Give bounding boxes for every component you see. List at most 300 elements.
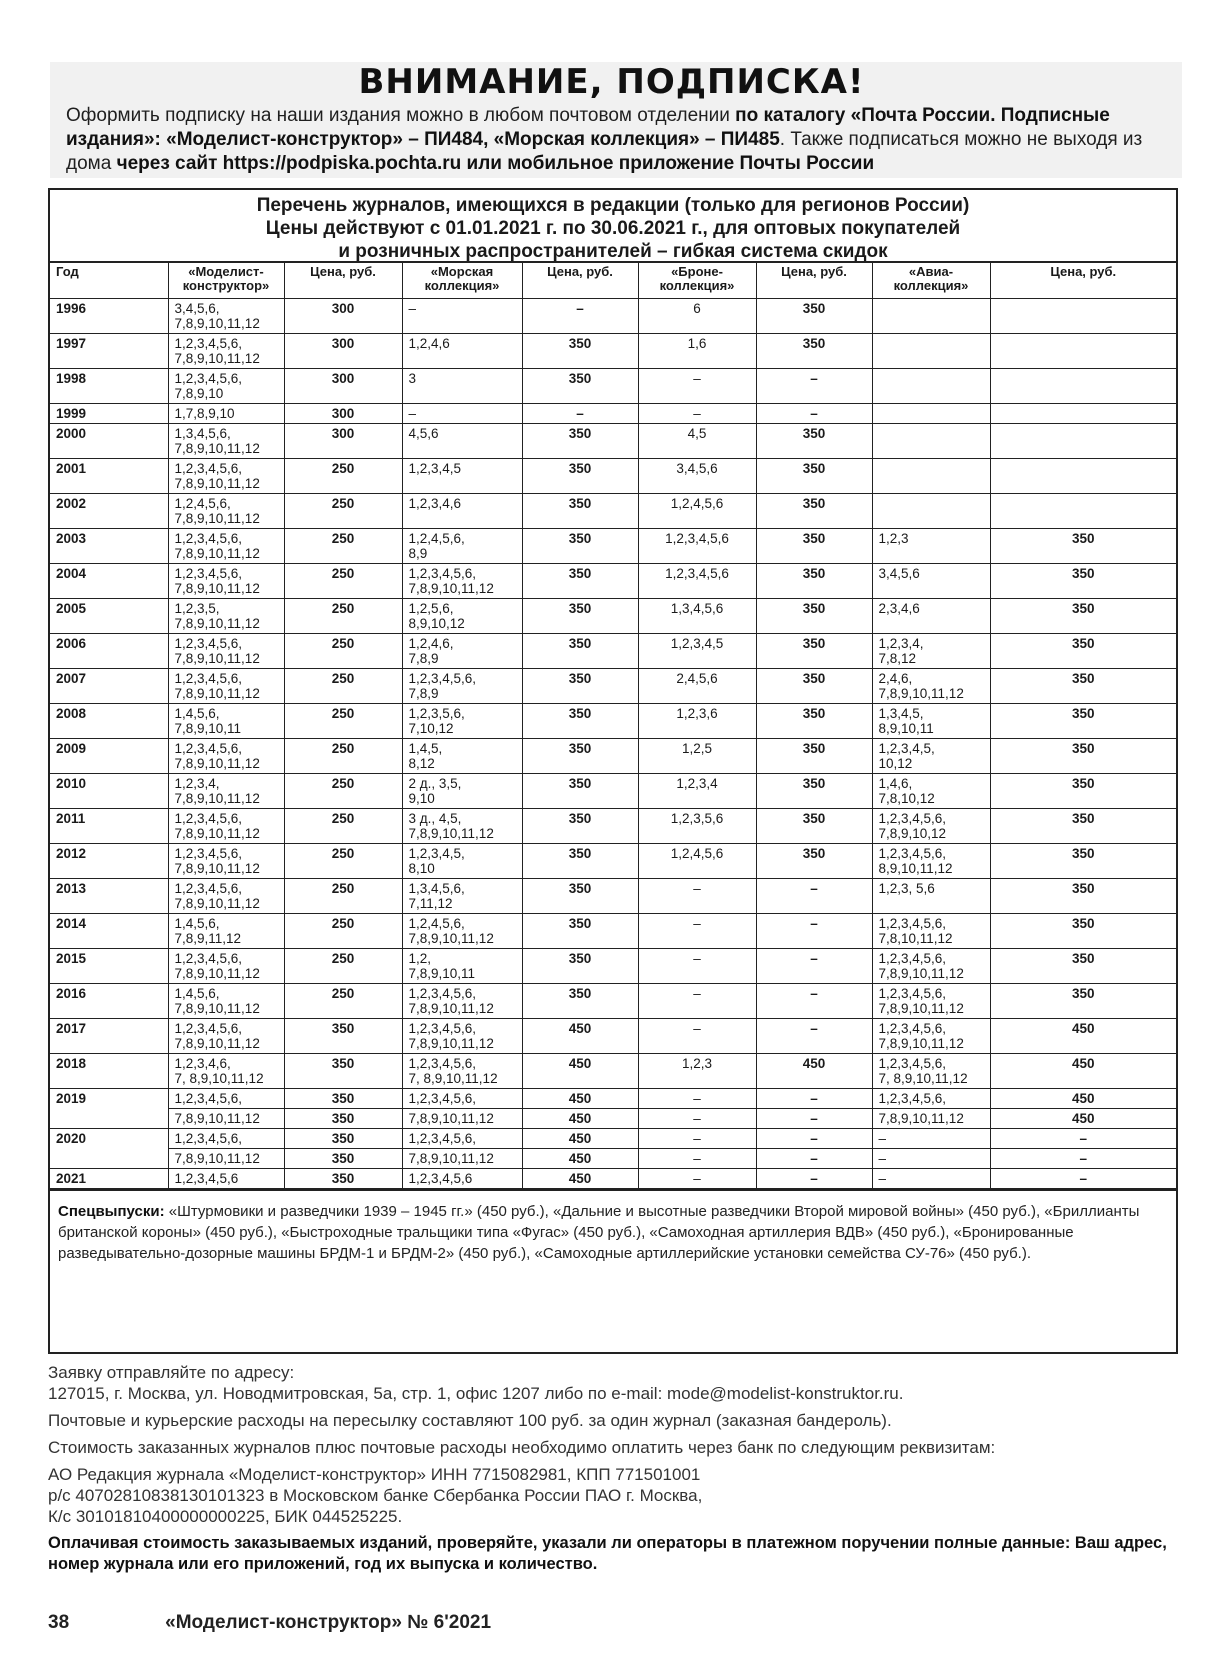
table-row xyxy=(50,1129,1176,1149)
mk-cell: 1,2,4,5,6, 7,8,9,10,11,12 xyxy=(168,494,284,529)
year-cell: 2006 xyxy=(50,634,168,669)
mk-cell: 1,2,3,4,5,6, 7,8,9,10,11,12 xyxy=(168,739,284,774)
mk-cell: 1,2,3,4,5,6, 7,8,9,10 xyxy=(168,369,284,404)
av-cell: 1,2,3,4,5,6, 7,8,9,10,11,12 xyxy=(872,949,990,984)
year-cell: 2019 xyxy=(50,1089,168,1129)
av-price-cell: 450 xyxy=(990,1109,1176,1129)
year-cell: 2009 xyxy=(50,739,168,774)
bank-bik: К/с 30101810400000000225, БИК 044525225. xyxy=(48,1507,403,1526)
mk-cell: 7,8,9,10,11,12 xyxy=(168,1109,284,1129)
av-cell xyxy=(872,334,990,369)
av-price-cell: 350 xyxy=(990,949,1176,984)
br-price-cell: – xyxy=(756,1169,872,1189)
br-price-cell: 350 xyxy=(756,459,872,494)
intro-text-2: . Также подписаться можно не выходя из дома xyxy=(66,129,1143,174)
br-price-cell: 350 xyxy=(756,669,872,704)
mk-price-cell: 250 xyxy=(284,844,402,879)
mor-cell: 1,2,3,4,5,6, xyxy=(402,1129,522,1149)
av-price-cell xyxy=(990,299,1176,334)
av-price-cell: 350 xyxy=(990,844,1176,879)
mk-cell: 1,2,3,4,5,6, 7,8,9,10,11,12 xyxy=(168,879,284,914)
av-price-cell: 450 xyxy=(990,1054,1176,1089)
mk-price-cell: 350 xyxy=(284,1089,402,1109)
year-cell: 2007 xyxy=(50,669,168,704)
br-price-cell: – xyxy=(756,949,872,984)
mk-price-cell: 350 xyxy=(284,1129,402,1149)
br-price-cell: 350 xyxy=(756,844,872,879)
year-cell: 2018 xyxy=(50,1054,168,1089)
mk-cell: 1,2,3,4,5,6, 7,8,9,10,11,12 xyxy=(168,809,284,844)
mk-cell: 1,4,5,6, 7,8,9,10,11 xyxy=(168,704,284,739)
av-price-cell xyxy=(990,404,1176,424)
av-cell: – xyxy=(872,1169,990,1189)
year-cell: 2015 xyxy=(50,949,168,984)
table-row xyxy=(50,844,1176,879)
table-row xyxy=(50,1169,1176,1189)
mor-cell: 1,2,3,4,5,6, 7, 8,9,10,11,12 xyxy=(402,1054,522,1089)
year-cell: 2001 xyxy=(50,459,168,494)
av-cell: – xyxy=(872,1149,990,1169)
br-price-cell: 350 xyxy=(756,529,872,564)
av-price-cell xyxy=(990,494,1176,529)
av-cell xyxy=(872,404,990,424)
mk-price-cell: 250 xyxy=(284,914,402,949)
table-row xyxy=(50,424,1176,459)
table-row xyxy=(50,1109,1176,1129)
av-cell xyxy=(872,424,990,459)
payment-note: Стоимость заказанных журналов плюс почтовые расходы необходимо оплатить через банк по следующим реквизитам: xyxy=(48,1438,996,1457)
mk-price-cell: 350 xyxy=(284,1169,402,1189)
mor-price-cell: 350 xyxy=(522,494,638,529)
av-price-cell: 350 xyxy=(990,984,1176,1019)
mor-price-cell: 350 xyxy=(522,809,638,844)
mor-cell: 7,8,9,10,11,12 xyxy=(402,1149,522,1169)
table-row xyxy=(50,914,1176,949)
br-cell: 1,6 xyxy=(638,334,756,369)
bank-account: р/с 40702810838130101323 в Московском банке Сбербанка России ПАО г. Москва, xyxy=(48,1486,703,1505)
av-price-cell: 450 xyxy=(990,1019,1176,1054)
year-cell: 2013 xyxy=(50,879,168,914)
br-cell: 1,2,5 xyxy=(638,739,756,774)
mk-price-cell: 350 xyxy=(284,1109,402,1129)
mk-cell: 1,2,3,4,5,6, 7,8,9,10,11,12 xyxy=(168,1019,284,1054)
mk-price-cell: 250 xyxy=(284,739,402,774)
mk-cell: 1,3,4,5,6, 7,8,9,10,11,12 xyxy=(168,424,284,459)
av-price-cell: – xyxy=(990,1129,1176,1149)
mor-price-cell: 450 xyxy=(522,1019,638,1054)
mor-cell: 1,2,3,4,5,6, 7,8,9,10,11,12 xyxy=(402,564,522,599)
br-cell: 1,2,3,6 xyxy=(638,704,756,739)
mor-cell: 7,8,9,10,11,12 xyxy=(402,1109,522,1129)
av-price-cell: 350 xyxy=(990,529,1176,564)
mor-price-cell: 450 xyxy=(522,1129,638,1149)
av-price-cell: 350 xyxy=(990,774,1176,809)
mk-price-cell: 250 xyxy=(284,949,402,984)
mk-cell: 1,2,3,4,5,6, 7,8,9,10,11,12 xyxy=(168,634,284,669)
mor-cell: 3 xyxy=(402,369,522,404)
br-cell: – xyxy=(638,1129,756,1149)
mk-cell: 1,7,8,9,10 xyxy=(168,404,284,424)
br-cell: 1,2,4,5,6 xyxy=(638,844,756,879)
br-price-cell: – xyxy=(756,369,872,404)
av-price-cell: 350 xyxy=(990,914,1176,949)
mor-cell: 1,2,3,4,5,6, 7,8,9,10,11,12 xyxy=(402,1019,522,1054)
column-header: Год xyxy=(50,263,168,299)
mk-price-cell: 250 xyxy=(284,774,402,809)
column-header: Цена, руб. xyxy=(990,263,1176,299)
br-cell: 4,5 xyxy=(638,424,756,459)
mk-cell: 1,2,3,4,5,6, 7,8,9,10,11,12 xyxy=(168,529,284,564)
br-cell: 1,2,3,4,5,6 xyxy=(638,564,756,599)
table-row xyxy=(50,599,1176,634)
mk-price-cell: 350 xyxy=(284,1019,402,1054)
mor-price-cell: 350 xyxy=(522,334,638,369)
av-price-cell: 350 xyxy=(990,739,1176,774)
mor-price-cell: 350 xyxy=(522,529,638,564)
mor-price-cell: 350 xyxy=(522,949,638,984)
av-cell: 1,2,3,4,5,6, 7,8,9,10,11,12 xyxy=(872,1019,990,1054)
table-row xyxy=(50,739,1176,774)
av-price-cell: – xyxy=(990,1169,1176,1189)
br-cell: – xyxy=(638,1149,756,1169)
br-price-cell: 350 xyxy=(756,599,872,634)
mk-price-cell: 300 xyxy=(284,424,402,459)
br-price-cell: 350 xyxy=(756,809,872,844)
mor-price-cell: 350 xyxy=(522,634,638,669)
br-cell: 1,2,3,4 xyxy=(638,774,756,809)
av-price-cell xyxy=(990,459,1176,494)
column-header: «Броне-коллекция» xyxy=(638,263,756,299)
br-price-cell: 350 xyxy=(756,424,872,459)
br-price-cell: 350 xyxy=(756,564,872,599)
mor-price-cell: 350 xyxy=(522,669,638,704)
mor-cell: 1,2,3,4,5,6 xyxy=(402,1169,522,1189)
br-cell: – xyxy=(638,1089,756,1109)
table-row xyxy=(50,334,1176,369)
table-row xyxy=(50,299,1176,334)
year-cell: 2011 xyxy=(50,809,168,844)
mk-price-cell: 250 xyxy=(284,809,402,844)
intro-catalog: по каталогу «Почта России. Подписные издания»: «Моделист-конструктор» – ПИ484, «Морская коллекция» – ПИ485 xyxy=(66,105,1110,150)
av-cell: 3,4,5,6 xyxy=(872,564,990,599)
subscription-intro xyxy=(66,104,1176,176)
table-row xyxy=(50,634,1176,669)
table-title-line: и розничных распространителей – гибкая система скидок xyxy=(338,241,888,262)
br-price-cell: 350 xyxy=(756,634,872,669)
year-cell: 2017 xyxy=(50,1019,168,1054)
br-price-cell: – xyxy=(756,404,872,424)
column-header: Цена, руб. xyxy=(756,263,872,299)
br-price-cell: 350 xyxy=(756,334,872,369)
year-cell: 2000 xyxy=(50,424,168,459)
table-title-line: Цены действуют с 01.01.2021 г. по 30.06.2021 г., для оптовых покупателей xyxy=(265,218,961,239)
mor-cell: 1,2,3,4,6 xyxy=(402,494,522,529)
br-price-cell: 350 xyxy=(756,704,872,739)
mk-cell: 1,4,5,6, 7,8,9,11,12 xyxy=(168,914,284,949)
av-cell: 1,3,4,5, 8,9,10,11 xyxy=(872,704,990,739)
av-price-cell: 350 xyxy=(990,669,1176,704)
av-price-cell: – xyxy=(990,1149,1176,1169)
intro-text-1: Оформить подписку на наши издания можно в любом почтовом отделении xyxy=(66,105,736,126)
table-row xyxy=(50,529,1176,564)
br-price-cell: – xyxy=(756,984,872,1019)
av-price-cell: 350 xyxy=(990,809,1176,844)
mk-cell: 1,2,3,4,5,6, xyxy=(168,1129,284,1149)
mk-price-cell: 250 xyxy=(284,879,402,914)
br-price-cell: – xyxy=(756,914,872,949)
mor-price-cell: 350 xyxy=(522,914,638,949)
mor-cell: 1,3,4,5,6, 7,11,12 xyxy=(402,879,522,914)
mk-cell: 3,4,5,6, 7,8,9,10,11,12 xyxy=(168,299,284,334)
mor-cell: 1,2,3,4,5,6, 7,8,9,10,11,12 xyxy=(402,984,522,1019)
br-cell: – xyxy=(638,369,756,404)
br-cell: 1,2,3,5,6 xyxy=(638,809,756,844)
page-footer xyxy=(48,1612,587,1634)
br-cell: 6 xyxy=(638,299,756,334)
mor-cell: 2 д., 3,5, 9,10 xyxy=(402,774,522,809)
price-list-box xyxy=(48,188,1178,1354)
mor-cell: 1,2,4,6 xyxy=(402,334,522,369)
mor-price-cell: 350 xyxy=(522,774,638,809)
year-cell: 2020 xyxy=(50,1129,168,1169)
page-number: 38 xyxy=(48,1612,70,1633)
br-price-cell: – xyxy=(756,1019,872,1054)
br-price-cell: 350 xyxy=(756,739,872,774)
column-header: Цена, руб. xyxy=(522,263,638,299)
intro-website: через сайт https://podpiska.pochta.ru или мобильное приложение Почты России xyxy=(116,153,875,174)
mor-price-cell: 350 xyxy=(522,424,638,459)
year-cell: 2010 xyxy=(50,774,168,809)
mk-price-cell: 250 xyxy=(284,494,402,529)
av-price-cell: 350 xyxy=(990,879,1176,914)
mor-cell: 1,2,3,4,5,6, xyxy=(402,1089,522,1109)
mk-price-cell: 350 xyxy=(284,1054,402,1089)
mor-price-cell: 450 xyxy=(522,1054,638,1089)
mk-cell: 1,2,3,4,5,6, xyxy=(168,1089,284,1109)
av-cell: 1,2,3,4,5,6, 7,8,10,11,12 xyxy=(872,914,990,949)
av-cell xyxy=(872,369,990,404)
mor-cell: 1,2, 7,8,9,10,11 xyxy=(402,949,522,984)
av-cell: 1,2,3,4,5, 10,12 xyxy=(872,739,990,774)
shipping-cost: Почтовые и курьерские расходы на пересылку составляют 100 руб. за один журнал (заказная бандероль). xyxy=(48,1411,892,1430)
column-header: «Морская коллекция» xyxy=(402,263,522,299)
mk-price-cell: 250 xyxy=(284,669,402,704)
mor-cell: 1,2,4,6, 7,8,9 xyxy=(402,634,522,669)
mk-cell: 7,8,9,10,11,12 xyxy=(168,1149,284,1169)
mor-cell: 4,5,6 xyxy=(402,424,522,459)
br-price-cell: – xyxy=(756,1149,872,1169)
br-cell: 1,2,4,5,6 xyxy=(638,494,756,529)
br-price-cell: – xyxy=(756,1089,872,1109)
mor-cell: – xyxy=(402,404,522,424)
av-price-cell: 450 xyxy=(990,1089,1176,1109)
mor-price-cell: 450 xyxy=(522,1109,638,1129)
issues-table xyxy=(50,262,1176,1189)
mk-price-cell: 250 xyxy=(284,599,402,634)
payment-warning: Оплачивая стоимость заказываемых изданий, проверяйте, указали ли операторы в платежном поручении полные данные: Ваш адрес, номер журнала или его приложений, год их выпуска и количество. xyxy=(48,1534,1167,1573)
table-row xyxy=(50,984,1176,1019)
column-header: Цена, руб. xyxy=(284,263,402,299)
mor-cell: 1,2,4,5,6, 8,9 xyxy=(402,529,522,564)
mor-cell: 1,2,3,4,5 xyxy=(402,459,522,494)
mor-price-cell: 450 xyxy=(522,1149,638,1169)
table-row xyxy=(50,1054,1176,1089)
mk-price-cell: 250 xyxy=(284,984,402,1019)
br-price-cell: 350 xyxy=(756,774,872,809)
av-cell: 1,2,3 xyxy=(872,529,990,564)
table-row xyxy=(50,1089,1176,1109)
mk-cell: 1,4,5,6, 7,8,9,10,11,12 xyxy=(168,984,284,1019)
av-cell: 1,2,3, 5,6 xyxy=(872,879,990,914)
mor-price-cell: 350 xyxy=(522,459,638,494)
av-cell: 1,2,3,4,5,6, xyxy=(872,1089,990,1109)
mor-cell: 1,2,4,5,6, 7,8,9,10,11,12 xyxy=(402,914,522,949)
mk-cell: 1,2,3,4,5,6, 7,8,9,10,11,12 xyxy=(168,564,284,599)
table-title xyxy=(50,190,1176,262)
mk-price-cell: 300 xyxy=(284,334,402,369)
br-cell: – xyxy=(638,984,756,1019)
av-cell: 1,2,3,4,5,6, 7,8,9,10,12 xyxy=(872,809,990,844)
table-row xyxy=(50,704,1176,739)
br-cell: 1,2,3 xyxy=(638,1054,756,1089)
year-cell: 2008 xyxy=(50,704,168,739)
br-cell: 1,2,3,4,5 xyxy=(638,634,756,669)
mk-price-cell: 250 xyxy=(284,529,402,564)
av-cell: 1,2,3,4,5,6, 7,8,9,10,11,12 xyxy=(872,984,990,1019)
mor-price-cell: – xyxy=(522,404,638,424)
mor-price-cell: 350 xyxy=(522,704,638,739)
mk-cell: 1,2,3,4,5,6 xyxy=(168,1169,284,1189)
mk-cell: 1,2,3,4,5,6, 7,8,9,10,11,12 xyxy=(168,949,284,984)
av-cell xyxy=(872,459,990,494)
column-header: «Авиа-коллекция» xyxy=(872,263,990,299)
av-cell: 1,4,6, 7,8,10,12 xyxy=(872,774,990,809)
av-cell xyxy=(872,299,990,334)
table-row xyxy=(50,369,1176,404)
mk-cell: 1,2,3,4,5,6, 7,8,9,10,11,12 xyxy=(168,459,284,494)
table-row xyxy=(50,404,1176,424)
table-row xyxy=(50,809,1176,844)
table-row xyxy=(50,879,1176,914)
mk-price-cell: 250 xyxy=(284,634,402,669)
av-price-cell xyxy=(990,424,1176,459)
br-price-cell: 350 xyxy=(756,299,872,334)
br-cell: – xyxy=(638,1169,756,1189)
mor-cell: 1,2,3,5,6, 7,10,12 xyxy=(402,704,522,739)
table-row xyxy=(50,459,1176,494)
br-cell: – xyxy=(638,1019,756,1054)
column-header: «Моделист-конструктор» xyxy=(168,263,284,299)
br-cell: – xyxy=(638,949,756,984)
mk-cell: 1,2,3,4, 7,8,9,10,11,12 xyxy=(168,774,284,809)
mk-price-cell: 250 xyxy=(284,704,402,739)
mk-cell: 1,2,3,4,5,6, 7,8,9,10,11,12 xyxy=(168,334,284,369)
br-cell: – xyxy=(638,914,756,949)
av-cell: 2,4,6, 7,8,9,10,11,12 xyxy=(872,669,990,704)
av-cell: 1,2,3,4, 7,8,12 xyxy=(872,634,990,669)
table-row xyxy=(50,774,1176,809)
year-cell: 2004 xyxy=(50,564,168,599)
av-price-cell xyxy=(990,369,1176,404)
mor-price-cell: 350 xyxy=(522,984,638,1019)
year-cell: 1999 xyxy=(50,404,168,424)
br-cell: 3,4,5,6 xyxy=(638,459,756,494)
year-cell: 1996 xyxy=(50,299,168,334)
av-price-cell: 350 xyxy=(990,634,1176,669)
mor-cell: 1,2,3,4,5,6, 7,8,9 xyxy=(402,669,522,704)
br-price-cell: – xyxy=(756,1109,872,1129)
mk-cell: 1,2,3,4,5,6, 7,8,9,10,11,12 xyxy=(168,669,284,704)
address-label: Заявку отправляйте по адресу: xyxy=(48,1363,295,1382)
av-price-cell: 350 xyxy=(990,704,1176,739)
mor-price-cell: 350 xyxy=(522,564,638,599)
year-cell: 2016 xyxy=(50,984,168,1019)
br-price-cell: 350 xyxy=(756,494,872,529)
bank-details: АО Редакция журнала «Моделист-конструктор» ИНН 7715082981, КПП 771501001 xyxy=(48,1465,701,1484)
mk-price-cell: 300 xyxy=(284,299,402,334)
mor-price-cell: – xyxy=(522,299,638,334)
postal-address: 127015, г. Москва, ул. Новодмитровская, 5а, стр. 1, офис 1207 либо по e-mail: mode@modelist-konstruktor.ru. xyxy=(48,1384,904,1403)
mk-price-cell: 250 xyxy=(284,459,402,494)
special-issues-text: «Штурмовики и разведчики 1939 – 1945 гг.» (450 руб.), «Дальние и высотные разведчики Второй мировой войны» (450 руб.), «Бриллианты британской короны» (450 руб.), «Быстроходные тральщики типа «Фугас» (450 руб.), «Самоходная артиллерия ВДВ» (450 руб.), «Бронированные разведывательно-дозорные машины БРДМ-1 и БРДМ-2» (450 руб.), «Самоходные артиллерийские установки семейства СУ-76» (450 руб.). xyxy=(58,1203,1140,1262)
mor-price-cell: 350 xyxy=(522,369,638,404)
year-cell: 2012 xyxy=(50,844,168,879)
magazine-issue: «Моделист-конструктор» № 6'2021 xyxy=(165,1612,492,1633)
br-cell: 2,4,5,6 xyxy=(638,669,756,704)
mk-price-cell: 300 xyxy=(284,369,402,404)
year-cell: 2002 xyxy=(50,494,168,529)
mor-cell: 1,2,3,4,5, 8,10 xyxy=(402,844,522,879)
year-cell: 2005 xyxy=(50,599,168,634)
mk-cell: 1,2,3,4,5,6, 7,8,9,10,11,12 xyxy=(168,844,284,879)
year-cell: 1997 xyxy=(50,334,168,369)
br-cell: 1,3,4,5,6 xyxy=(638,599,756,634)
mk-price-cell: 350 xyxy=(284,1149,402,1169)
br-cell: – xyxy=(638,404,756,424)
table-row xyxy=(50,564,1176,599)
table-row xyxy=(50,1019,1176,1054)
special-issues xyxy=(50,1189,1176,1268)
av-cell: 1,2,3,4,5,6, 8,9,10,11,12 xyxy=(872,844,990,879)
year-cell: 2014 xyxy=(50,914,168,949)
table-row xyxy=(50,494,1176,529)
av-cell: 1,2,3,4,5,6, 7, 8,9,10,11,12 xyxy=(872,1054,990,1089)
br-cell: – xyxy=(638,879,756,914)
table-row xyxy=(50,669,1176,704)
mor-cell: 1,2,5,6, 8,9,10,12 xyxy=(402,599,522,634)
mor-price-cell: 450 xyxy=(522,1089,638,1109)
br-price-cell: – xyxy=(756,1129,872,1149)
year-cell: 2021 xyxy=(50,1169,168,1189)
year-cell: 1998 xyxy=(50,369,168,404)
table-row xyxy=(50,1149,1176,1169)
mk-price-cell: 300 xyxy=(284,404,402,424)
mk-price-cell: 250 xyxy=(284,564,402,599)
mor-cell: 1,4,5, 8,12 xyxy=(402,739,522,774)
mor-price-cell: 350 xyxy=(522,844,638,879)
mor-price-cell: 350 xyxy=(522,879,638,914)
mor-price-cell: 350 xyxy=(522,739,638,774)
order-info xyxy=(48,1362,1188,1575)
mor-cell: 3 д., 4,5, 7,8,9,10,11,12 xyxy=(402,809,522,844)
mor-price-cell: 350 xyxy=(522,599,638,634)
av-cell xyxy=(872,494,990,529)
br-price-cell: 450 xyxy=(756,1054,872,1089)
br-cell: 1,2,3,4,5,6 xyxy=(638,529,756,564)
table-row xyxy=(50,949,1176,984)
br-price-cell: – xyxy=(756,879,872,914)
av-price-cell: 350 xyxy=(990,599,1176,634)
